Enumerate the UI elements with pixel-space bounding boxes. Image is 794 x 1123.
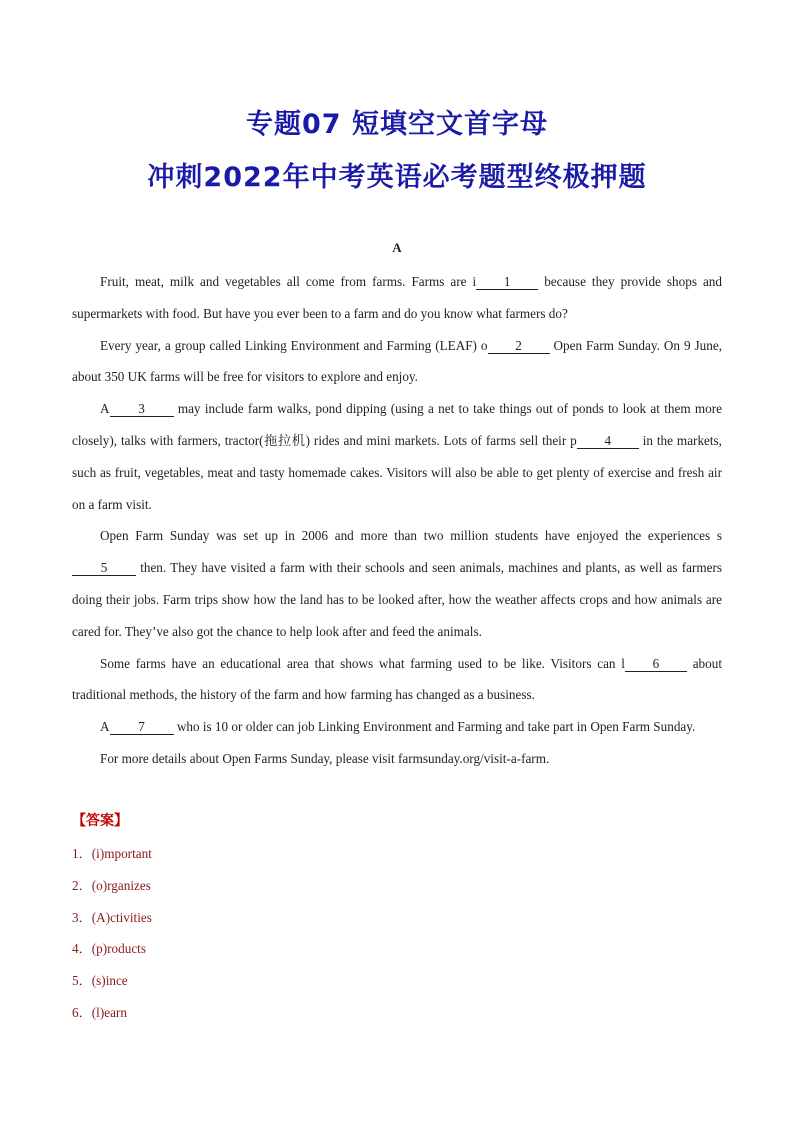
blank-2: 2 bbox=[488, 339, 550, 354]
text: Every year, a group called Linking Environment and Farming (LEAF) o bbox=[100, 337, 488, 353]
section-label: A bbox=[392, 240, 402, 255]
text: Some farms have an educational area that shows what farming used to be like. Visitors can l bbox=[100, 655, 625, 671]
paragraph-1 bbox=[72, 266, 722, 330]
text: A bbox=[100, 401, 110, 417]
blank-4: 4 bbox=[577, 434, 639, 449]
page-title: 专题07 短填空文首字母 bbox=[246, 109, 548, 140]
paragraph-4 bbox=[72, 520, 722, 647]
blank-1: 1 bbox=[476, 275, 538, 290]
paragraph-3 bbox=[72, 393, 722, 520]
text: in the markets, such as fruit, vegetables, meat and tasty homemade cakes. Visitors will also be able to get plenty of exercise and fresh air on a farm visit. bbox=[72, 432, 722, 512]
blank-5: 5 bbox=[72, 561, 136, 576]
text: then. They have visited a farm with their schools and seen animals, machines and plants, as well as farmers doing their jobs. Farm trips show how the land has to be looked after, how the weather affects crops and how animals are cared for. They’ve also got the chance to help look after and feed the animals. bbox=[72, 560, 722, 639]
paragraph-5 bbox=[72, 648, 722, 712]
text: Fruit, meat, milk and vegetables all come from farms. Farms are i bbox=[100, 274, 477, 289]
page-subtitle: 冲刺2022年中考英语必考题型终极押题 bbox=[147, 162, 647, 193]
text: who is 10 or older can job Linking Environment and Farming and take part in Open Farm Sunday. bbox=[173, 719, 696, 735]
text: Open Farm Sunday was set up in 2006 and more than two million students have enjoyed the experiences s bbox=[100, 528, 722, 544]
text: may include farm walks, pond dipping (using a net to take things out of ponds to look at them more closely), talks with farmers, tractor(拖拉机) rides and mini markets. Lots of farms sell their p bbox=[72, 401, 722, 448]
paragraph-6 bbox=[72, 711, 722, 743]
answer-item: 4．(p)roducts bbox=[72, 941, 146, 957]
answer-item: 2．(o)rganizes bbox=[72, 877, 151, 893]
passage bbox=[72, 266, 722, 775]
text: Open Farm Sunday. On 9 June, about 350 UK farms will be free for visitors to explore and enjoy. bbox=[72, 337, 722, 385]
blank-3: 3 bbox=[110, 402, 174, 417]
text: For more details about Open Farms Sunday, please visit farmsunday.org/visit-a-farm. bbox=[100, 750, 550, 766]
answer-list bbox=[72, 838, 152, 1029]
answers-heading: 【答案】 bbox=[72, 813, 128, 829]
answer-item: 3．(A)ctivities bbox=[72, 909, 152, 925]
paragraph-2 bbox=[72, 330, 722, 394]
blank-7: 7 bbox=[110, 720, 174, 735]
text: because they provide shops and supermarkets with food. But have you ever been to a farm and do you know what farmers do? bbox=[72, 274, 722, 321]
answer-item: 1．(i)mportant bbox=[72, 846, 152, 861]
blank-6: 6 bbox=[625, 657, 687, 672]
paragraph-7 bbox=[72, 743, 722, 775]
answer-item: 5．(s)ince bbox=[72, 973, 128, 989]
answer-item: 6．(l)earn bbox=[72, 1004, 127, 1020]
text: A bbox=[100, 719, 110, 735]
text: about traditional methods, the history of the farm and how farming has changed as a business. bbox=[72, 655, 722, 703]
